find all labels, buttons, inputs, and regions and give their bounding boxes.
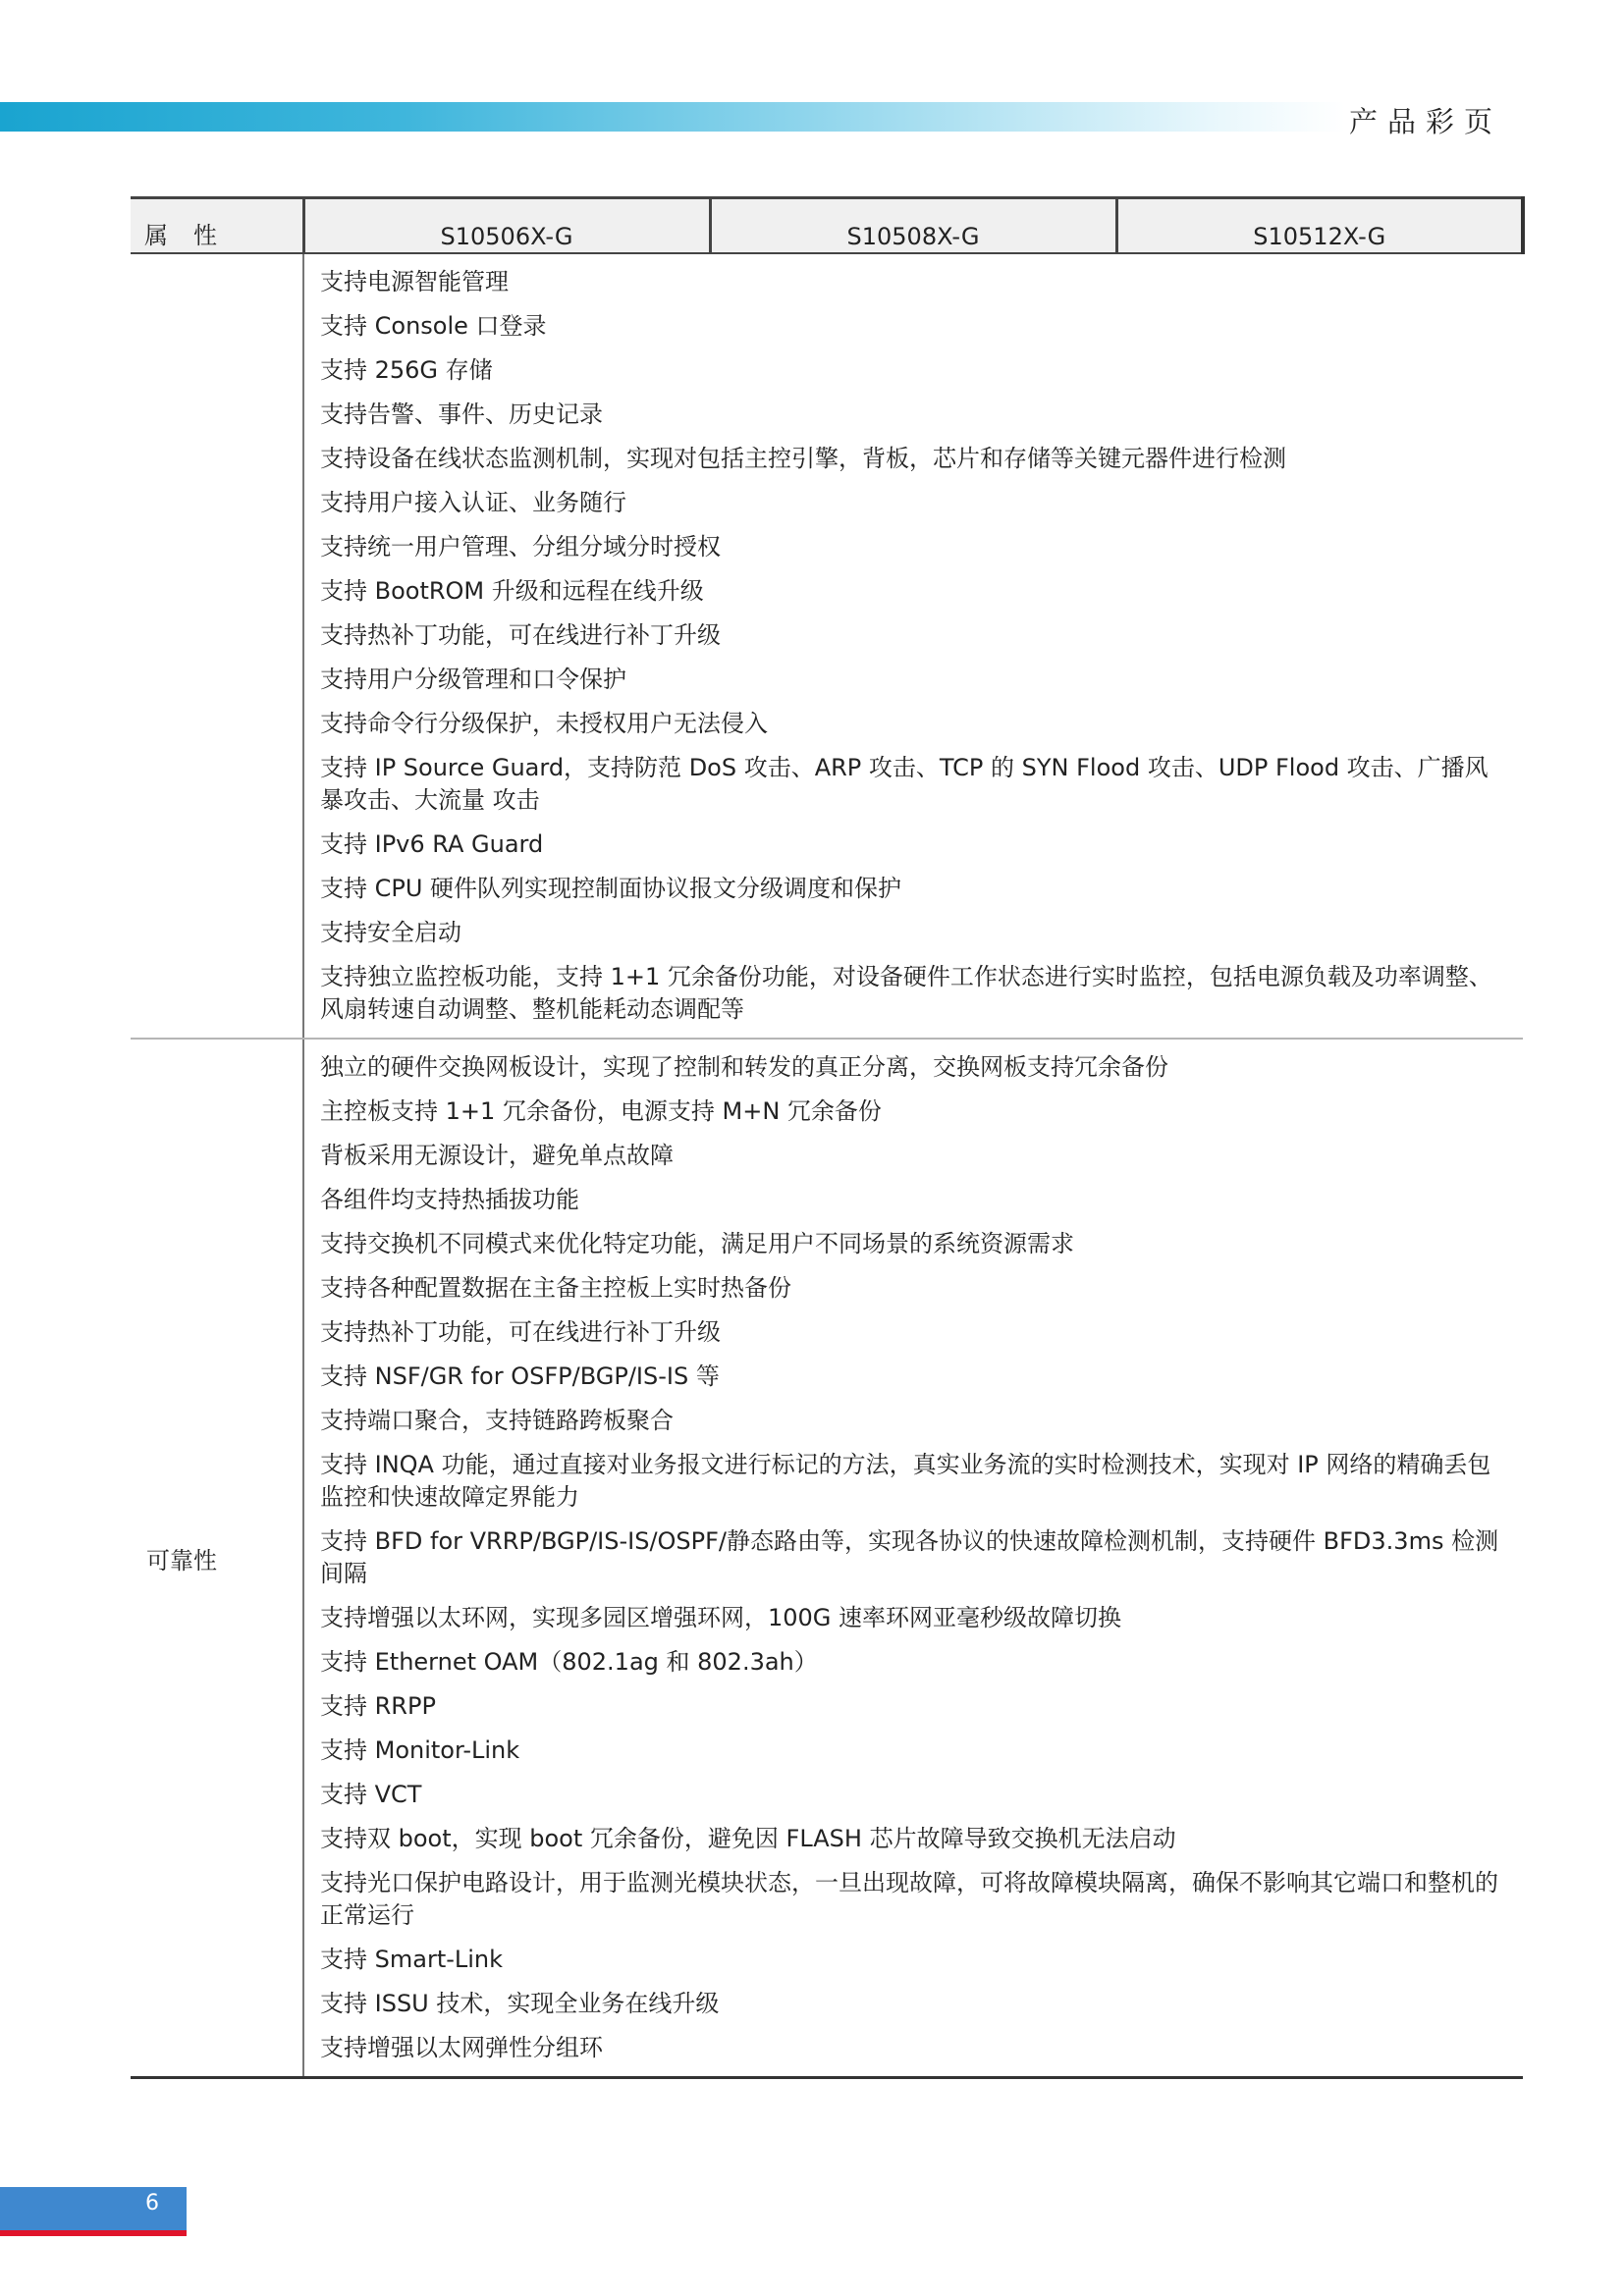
feature-list	[304, 254, 1523, 1038]
list-item: 支持用户接入认证、业务随行	[320, 489, 626, 516]
list-item: 支持 BFD for VRRP/BGP/IS-IS/OSPF/静态路由等，实现各协议的快速故障检测机制，支持硬件 BFD3.3ms 检测间隔	[320, 1527, 1499, 1587]
attribute-cell: 可靠性	[131, 1039, 303, 2078]
list-item: 支持 256G 存储	[320, 356, 493, 384]
spec-table	[131, 196, 1525, 2079]
list-item: 支持 BootROM 升级和远程在线升级	[320, 577, 704, 605]
list-item: 支持告警、事件、历史记录	[320, 400, 603, 428]
attribute-cell	[131, 253, 303, 1039]
model-header-s10508x-g: S10508X-G	[710, 198, 1116, 254]
list-item: 各组件均支持热插拔功能	[320, 1186, 579, 1213]
list-item: 支持 NSF/GR for OSFP/BGP/IS-IS 等	[320, 1362, 720, 1390]
model-header-s10506x-g: S10506X-G	[303, 198, 710, 254]
list-item: 支持光口保护电路设计，用于监测光模块状态，一旦出现故障，可将故障模块隔离，确保不影响其它端口和整机的正常运行	[320, 1869, 1498, 1929]
list-item: 支持 RRPP	[320, 1692, 436, 1720]
list-item: 支持 ISSU 技术，实现全业务在线升级	[320, 1990, 720, 2017]
list-item: 支持 Console 口登录	[320, 312, 547, 340]
list-item: 支持 Ethernet OAM（802.1ag 和 802.3ah）	[320, 1648, 818, 1676]
list-item: 支持 VCT	[320, 1781, 422, 1808]
list-item: 支持 Smart-Link	[320, 1946, 504, 1973]
list-item: 支持 CPU 硬件队列实现控制面协议报文分级调度和保护	[320, 875, 902, 902]
list-item: 支持端口聚合，支持链路跨板聚合	[320, 1407, 674, 1434]
feature-cell	[303, 253, 1523, 1039]
list-item: 支持 IPv6 RA Guard	[320, 830, 544, 858]
list-item: 支持增强以太环网，实现多园区增强环网，100G 速率环网亚毫秒级故障切换	[320, 1604, 1122, 1631]
list-item: 支持增强以太网弹性分组环	[320, 2034, 603, 2061]
table-header-row	[131, 198, 1523, 254]
list-item: 支持 INQA 功能，通过直接对业务报文进行标记的方法，真实业务流的实时检测技术，实现对 IP 网络的精确丢包监控和快速故障定界能力	[320, 1451, 1491, 1511]
attribute-header: 属性	[131, 198, 303, 254]
table-row	[131, 1039, 1523, 2078]
header-gradient-bar	[0, 102, 1345, 132]
model-header-s10512x-g: S10512X-G	[1116, 198, 1523, 254]
list-item: 独立的硬件交换网板设计，实现了控制和转发的真正分离，交换网板支持冗余备份	[320, 1053, 1168, 1081]
list-item: 支持独立监控板功能，支持 1+1 冗余备份功能，对设备硬件工作状态进行实时监控，包括电源负载及功率调整、风扇转速自动调整、整机能耗动态调配等	[320, 963, 1492, 1023]
page-header-title: 产品彩页	[1348, 105, 1502, 138]
list-item: 主控板支持 1+1 冗余备份，电源支持 M+N 冗余备份	[320, 1097, 882, 1125]
list-item: 支持电源智能管理	[320, 268, 509, 295]
table-body	[131, 253, 1523, 2078]
list-item: 支持用户分级管理和口令保护	[320, 666, 626, 693]
feature-list	[304, 1040, 1523, 2076]
list-item: 支持设备在线状态监测机制，实现对包括主控引擎，背板，芯片和存储等关键元器件进行检测	[320, 445, 1286, 472]
feature-cell	[303, 1039, 1523, 2078]
list-item: 支持各种配置数据在主备主控板上实时热备份	[320, 1274, 791, 1302]
list-item: 支持 IP Source Guard，支持防范 DoS 攻击、ARP 攻击、TCP 的 SYN Flood 攻击、UDP Flood 攻击、广播风暴攻击、大流量 攻击	[320, 754, 1489, 814]
page-number: 6	[145, 2191, 159, 2216]
list-item: 支持热补丁功能，可在线进行补丁升级	[320, 621, 721, 649]
list-item: 支持热补丁功能，可在线进行补丁升级	[320, 1318, 721, 1346]
table-row	[131, 253, 1523, 1039]
list-item: 支持统一用户管理、分组分域分时授权	[320, 533, 721, 561]
list-item: 背板采用无源设计，避免单点故障	[320, 1142, 674, 1169]
list-item: 支持双 boot，实现 boot 冗余备份，避免因 FLASH 芯片故障导致交换机无法启动	[320, 1825, 1176, 1852]
list-item: 支持交换机不同模式来优化特定功能，满足用户不同场景的系统资源需求	[320, 1230, 1074, 1257]
list-item: 支持命令行分级保护，未授权用户无法侵入	[320, 710, 768, 737]
list-item: 支持 Monitor-Link	[320, 1736, 520, 1764]
list-item: 支持安全启动	[320, 919, 461, 946]
